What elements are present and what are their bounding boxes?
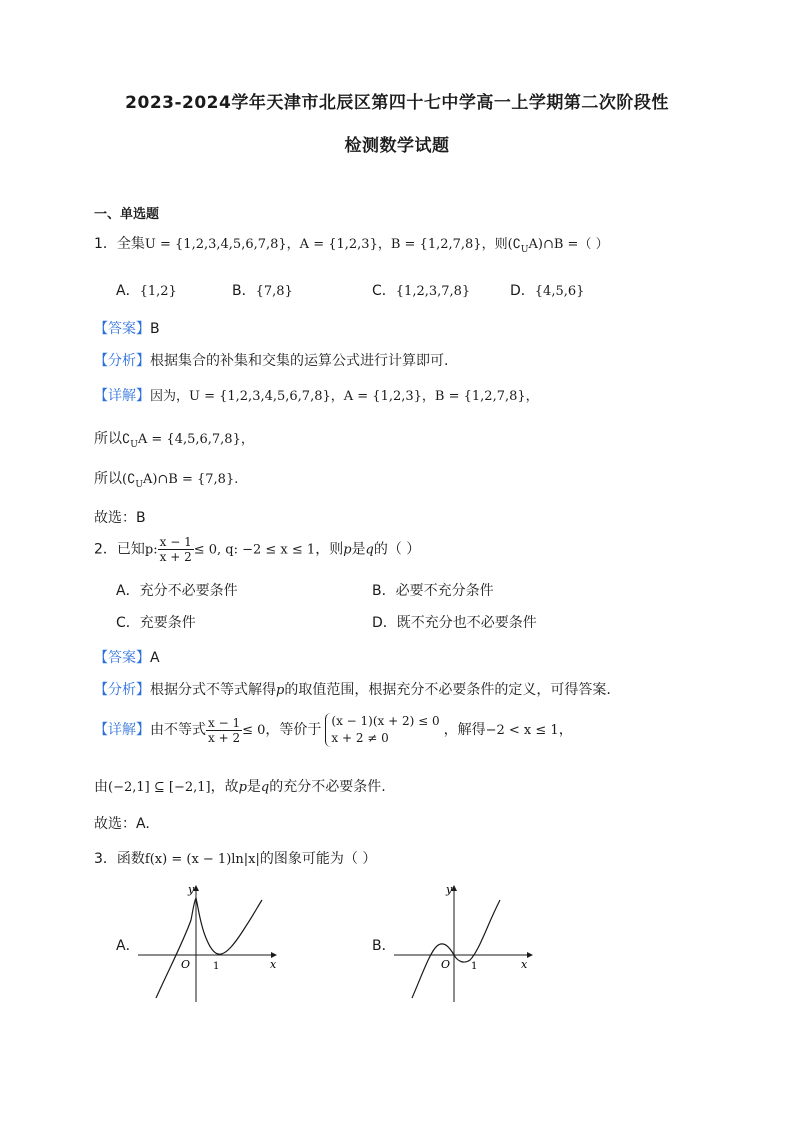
detail-math: −2 < x ≤ 1 [485, 723, 559, 738]
detail-1 [94, 385, 539, 405]
step-text: 所以 [94, 471, 122, 487]
detail-text: ， [558, 722, 573, 738]
choose-1: 故选：B [94, 510, 146, 526]
question-text: 全集 [116, 236, 145, 252]
answer-value: A [150, 650, 160, 666]
y-axis-label: y [446, 883, 453, 896]
fraction-denominator: x + 2 [159, 550, 192, 564]
detail-text: ，解得 [443, 722, 486, 738]
detail-tag: 【详解】 [94, 388, 150, 404]
step-math: (∁ [122, 472, 136, 487]
fraction [158, 535, 194, 564]
analysis-tag: 【分析】 [94, 682, 150, 698]
detail-text: 因为，U = {1,2,3,4,5,6,7,8}，A = {1,2,3}，B = {1,2,7,8}， [150, 389, 539, 404]
analysis-1 [94, 350, 448, 370]
option-a [116, 580, 238, 600]
graph-a-label: A． [116, 938, 140, 954]
graph-a [136, 880, 286, 1005]
step-text: 是 [246, 779, 261, 795]
option-b [232, 280, 293, 300]
answer-2 [94, 647, 160, 667]
x-axis-label: x [270, 958, 277, 971]
question-math: ≤ 0, q: −2 ≤ x ≤ 1 [193, 542, 316, 558]
analysis-text: 的取值范围，根据充分不必要条件的定义，可得答案. [284, 682, 611, 698]
function-curve [412, 900, 500, 998]
option-value: 必要不充分条件 [395, 583, 494, 599]
graph-b [392, 880, 542, 1005]
step-text: 由 [94, 779, 108, 795]
question-3 [94, 848, 376, 868]
choose-2: 故选：A. [94, 816, 150, 832]
complement-subscript: U [520, 244, 529, 255]
question-text: 已知 [116, 541, 145, 558]
function-curve [156, 898, 262, 998]
detail-tag: 【详解】 [94, 722, 150, 738]
question-text: 是 [351, 541, 366, 558]
section-heading: 一、单选题 [94, 207, 160, 222]
system-line-2: x + 2 ≠ 0 [331, 731, 389, 745]
document-title-line-2: 检测数学试题 [344, 136, 450, 156]
graph-b-label: B． [372, 938, 396, 954]
variable-q: q [260, 780, 270, 795]
fraction-numerator: x − 1 [208, 715, 241, 730]
question-text: 的图象可能为（ ） [259, 851, 377, 867]
variable-p: p [343, 542, 352, 558]
analysis-tag: 【分析】 [94, 353, 150, 369]
inequality-system [325, 713, 439, 747]
step-math: ∁ [122, 432, 131, 447]
fraction [206, 716, 242, 745]
option-d [372, 612, 537, 632]
step-text: ，故 [210, 779, 239, 795]
document-title-line-1: 2023-2024学年天津市北辰区第四十七中学高一上学期第二次阶段性 [125, 93, 669, 113]
analysis-text: 根据分式不等式解得 [150, 682, 276, 698]
question-math: f(x) = (x − 1)ln|x| [144, 852, 260, 867]
answer-value: B [150, 321, 160, 337]
option-value: 既不充分也不必要条件 [396, 615, 537, 631]
question-math: p: [144, 542, 158, 558]
complement-subscript: U [130, 439, 138, 450]
option-value: {1,2,3,7,8} [395, 284, 471, 299]
question-math-tail: A)∩B =（ ） [528, 237, 609, 252]
detail-math: ≤ 0 [242, 723, 266, 738]
option-label: A． [116, 583, 140, 599]
option-label: D． [372, 615, 397, 631]
option-value: {4,5,6} [534, 284, 585, 299]
variable-q: q [365, 542, 374, 558]
step-math: (−2,1] ⊆ [−2,1] [108, 780, 211, 795]
system-line-1: (x − 1)(x + 2) ≤ 0 [331, 714, 440, 728]
option-label: C． [116, 615, 140, 631]
step-math: A)∩B = {7,8}. [142, 472, 239, 487]
question-2 [94, 535, 420, 564]
x-axis-label: x [521, 958, 528, 971]
question-text: ，则 [315, 541, 344, 558]
fraction-numerator: x − 1 [159, 535, 192, 549]
complement-subscript: U [135, 479, 143, 490]
option-label: A． [116, 283, 140, 299]
detail-text: 由不等式 [150, 722, 206, 738]
step-math: A = {4,5,6,7,8}， [137, 432, 254, 447]
variable-p: p [276, 683, 285, 698]
option-label: C． [372, 283, 396, 299]
variable-p: p [238, 780, 247, 795]
option-c [372, 280, 470, 300]
detail-1-step-1 [94, 428, 254, 450]
step-text: 所以 [94, 431, 122, 447]
tick-label-1: 1 [213, 961, 220, 972]
option-c [116, 612, 196, 632]
y-axis-label: y [188, 883, 195, 896]
question-1 [94, 233, 609, 255]
option-b [372, 580, 494, 600]
answer-tag: 【答案】 [94, 321, 150, 337]
question-number: 1． [94, 236, 117, 252]
option-d [510, 280, 584, 300]
option-label: D． [510, 283, 535, 299]
detail-1-step-2 [94, 468, 238, 490]
option-a [116, 280, 177, 300]
detail-2 [94, 713, 573, 747]
question-math: U = {1,2,3,4,5,6,7,8}，A = {1,2,3}，B = {1,2,7,8}，则(∁ [144, 237, 521, 252]
option-value: 充分不必要条件 [139, 583, 238, 599]
answer-1 [94, 318, 160, 338]
detail-2-step [94, 776, 386, 796]
question-number: 3． [94, 851, 117, 867]
fraction-denominator: x + 2 [208, 730, 241, 745]
option-value: {1,2} [139, 284, 177, 299]
option-value: {7,8} [255, 284, 293, 299]
origin-label: O [441, 958, 451, 971]
option-value: 充要条件 [139, 615, 196, 631]
detail-text: ，等价于 [265, 722, 322, 738]
option-label: B． [372, 583, 396, 599]
question-text: 函数 [116, 851, 145, 867]
tick-label-1: 1 [471, 961, 478, 972]
question-number: 2． [94, 541, 117, 558]
origin-label: O [181, 958, 191, 971]
option-label: B． [232, 283, 256, 299]
analysis-text: 根据集合的补集和交集的运算公式进行计算即可. [150, 353, 449, 369]
question-text: 的（ ） [373, 541, 421, 558]
answer-tag: 【答案】 [94, 650, 150, 666]
step-text: 的充分不必要条件. [269, 779, 386, 795]
analysis-2 [94, 679, 611, 699]
